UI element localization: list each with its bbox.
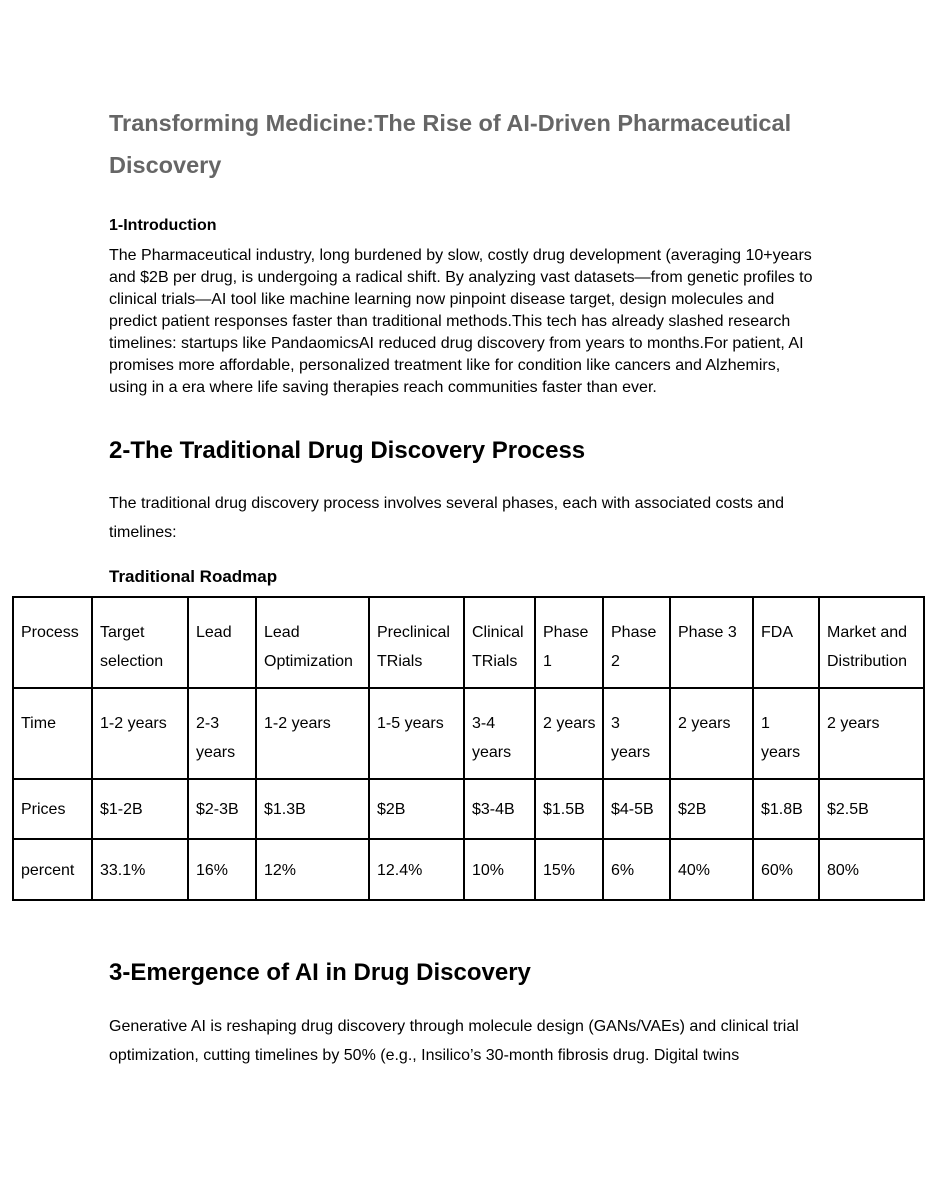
table-cell: $4-5B — [603, 779, 670, 839]
table-cell: 1-5 years — [369, 688, 464, 779]
table-cell: $2B — [670, 779, 753, 839]
table-cell: Lead — [188, 597, 256, 688]
table-cell: Process — [13, 597, 92, 688]
table-row-prices — [13, 779, 924, 839]
table-cell: $2.5B — [819, 779, 924, 839]
table-cell: 1 years — [753, 688, 819, 779]
table-row-process — [13, 597, 924, 688]
table-cell: $1.5B — [535, 779, 603, 839]
table-cell: 80% — [819, 839, 924, 900]
table-cell: 12% — [256, 839, 369, 900]
ai-emergence-paragraph: Generative AI is reshaping drug discovery through molecule design (GANs/VAEs) and clinical trial optimization, cutting timelines by 50% (e.g., Insilico’s 30-month fibrosis drug. Digital twins — [109, 1018, 799, 1064]
table-cell: Lead Optimization — [256, 597, 369, 688]
table-cell: Phase 3 — [670, 597, 753, 688]
table-cell: $2B — [369, 779, 464, 839]
table-cell: $1-2B — [92, 779, 188, 839]
table-cell: Time — [13, 688, 92, 779]
introduction-paragraph: The Pharmaceutical industry, long burdened by slow, costly drug development (averaging 10+years and $2B per drug, is undergoing a radical shift. By analyzing vast datasets—from genetic profiles to clinical trials—AI tool like machine learning now pinpoint disease target, design molecules and predict patient responses faster than traditional methods.This tech has already slashed research timelines: startups like PandaomicsAI reduced drug discovery from years to months.For patient, AI promises more affordable, personalized treatment like for condition like cancers and Alzhemirs, using in a era where life saving therapies reach communities faster than ever. — [109, 247, 813, 396]
table-cell: Prices — [13, 779, 92, 839]
introduction-heading: 1-Introduction — [109, 217, 217, 234]
table-cell: Phase 2 — [603, 597, 670, 688]
table-cell: 2 years — [670, 688, 753, 779]
table-cell: 3-4 years — [464, 688, 535, 779]
table-cell: $2-3B — [188, 779, 256, 839]
table-cell: Target selection — [92, 597, 188, 688]
table-cell: 2 years — [819, 688, 924, 779]
table-cell: 3 years — [603, 688, 670, 779]
roadmap-table-title: Traditional Roadmap — [109, 567, 278, 586]
table-cell: Market and Distribution — [819, 597, 924, 688]
table-cell: 2 years — [535, 688, 603, 779]
document-title: Transforming Medicine:The Rise of AI-Driven Pharmaceutical Discovery — [109, 110, 792, 178]
table-cell: 15% — [535, 839, 603, 900]
table-cell: $1.8B — [753, 779, 819, 839]
table-cell: Preclinical TRials — [369, 597, 464, 688]
table-cell: 40% — [670, 839, 753, 900]
table-cell: $1.3B — [256, 779, 369, 839]
table-cell: 1-2 years — [256, 688, 369, 779]
table-row-time — [13, 688, 924, 779]
table-cell: 16% — [188, 839, 256, 900]
roadmap-table — [12, 596, 925, 901]
table-cell: Phase 1 — [535, 597, 603, 688]
table-cell: $3-4B — [464, 779, 535, 839]
traditional-process-heading: 2-The Traditional Drug Discovery Process — [109, 437, 586, 464]
table-cell: Clinical TRials — [464, 597, 535, 688]
table-cell: 33.1% — [92, 839, 188, 900]
table-cell: 12.4% — [369, 839, 464, 900]
table-cell: 10% — [464, 839, 535, 900]
table-cell: percent — [13, 839, 92, 900]
table-cell: 60% — [753, 839, 819, 900]
table-row-percent — [13, 839, 924, 900]
ai-emergence-heading: 3-Emergence of AI in Drug Discovery — [109, 959, 531, 986]
table-cell: 6% — [603, 839, 670, 900]
table-cell: 1-2 years — [92, 688, 188, 779]
table-cell: FDA — [753, 597, 819, 688]
traditional-process-paragraph: The traditional drug discovery process involves several phases, each with associated costs and timelines: — [109, 495, 785, 541]
table-cell: 2-3 years — [188, 688, 256, 779]
